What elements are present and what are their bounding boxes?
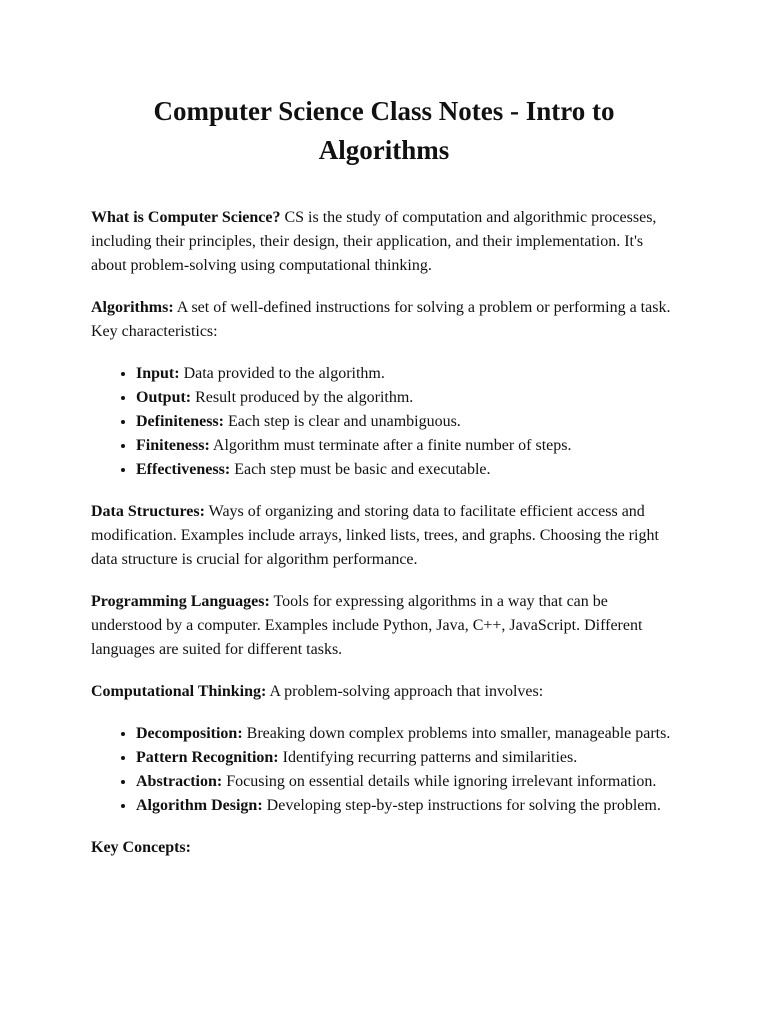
list-item (136, 722, 677, 746)
list-item (136, 410, 677, 434)
list-algorithm-characteristics (91, 362, 677, 482)
term-programming-languages: Programming Languages: (91, 593, 270, 610)
item-text: Algorithm must terminate after a finite number of steps. (209, 437, 572, 454)
item-text: Data provided to the algorithm. (179, 365, 385, 382)
term-data-structures: Data Structures: (91, 503, 205, 520)
paragraph-what-is-cs (91, 206, 677, 278)
list-item (136, 770, 677, 794)
text-computational-thinking: A problem-solving approach that involves: (266, 683, 544, 700)
paragraph-computational-thinking (91, 680, 677, 704)
list-item (136, 362, 677, 386)
list-item (136, 794, 677, 818)
text-algorithms: A set of well-defined instructions for solving a problem or performing a task. Key characteristics: (91, 299, 671, 340)
text-data-structures: Ways of organizing and storing data to facilitate efficient access and modification. Examples include arrays, linked lists, trees, and graphs. Choosing the right data structure is crucial for algorithm performance. (91, 503, 659, 568)
list-item (136, 746, 677, 770)
term-algorithms: Algorithms: (91, 299, 174, 316)
paragraph-programming-languages (91, 590, 677, 662)
item-text: Developing step-by-step instructions for solving the problem. (262, 797, 661, 814)
paragraph-algorithms (91, 296, 677, 344)
paragraph-key-concepts (91, 836, 677, 860)
item-text: Each step must be basic and executable. (230, 461, 491, 478)
item-term: Algorithm Design: (136, 797, 263, 814)
item-term: Input: (136, 365, 180, 382)
list-computational-thinking (91, 722, 677, 818)
term-computational-thinking: Computational Thinking: (91, 683, 267, 700)
term-what-is-cs: What is Computer Science? (91, 209, 281, 226)
item-term: Decomposition: (136, 725, 243, 742)
term-key-concepts: Key Concepts: (91, 839, 191, 856)
page-title: Computer Science Class Notes - Intro to Algorithms (153, 96, 615, 165)
item-text: Focusing on essential details while ignoring irrelevant information. (222, 773, 657, 790)
item-term: Effectiveness: (136, 461, 231, 478)
paragraph-data-structures (91, 500, 677, 572)
item-term: Definiteness: (136, 413, 224, 430)
item-term: Finiteness: (136, 437, 210, 454)
list-item (136, 458, 677, 482)
item-text: Result produced by the algorithm. (191, 389, 414, 406)
list-item (136, 386, 677, 410)
item-term: Pattern Recognition: (136, 749, 279, 766)
item-text: Breaking down complex problems into smaller, manageable parts. (242, 725, 671, 742)
item-term: Abstraction: (136, 773, 223, 790)
text-what-is-cs: CS is the study of computation and algorithmic processes, including their principles, their design, their application, and their implementation. It's about problem-solving using computational thinking. (91, 209, 657, 274)
item-text: Each step is clear and unambiguous. (223, 413, 461, 430)
item-term: Output: (136, 389, 192, 406)
text-programming-languages: Tools for expressing algorithms in a way that can be understood by a computer. Examples include Python, Java, C++, JavaScript. Different languages are suited for different tasks. (91, 593, 643, 658)
item-text: Identifying recurring patterns and similarities. (278, 749, 578, 766)
list-item (136, 434, 677, 458)
